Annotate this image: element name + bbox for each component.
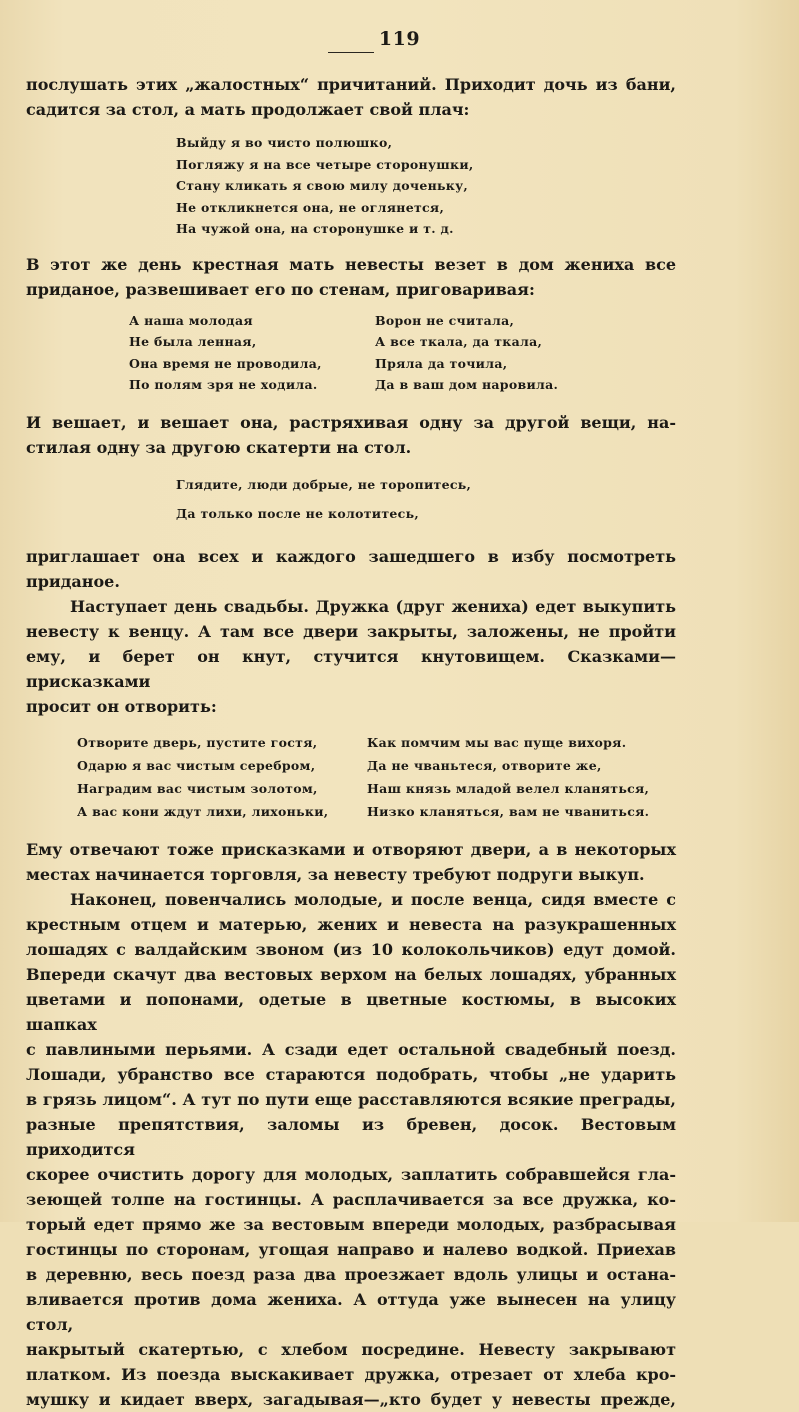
paragraph-line: платком. Из поезда выскакивает дружка, отрезает от хлеба кро- [26,1364,676,1384]
verse-line: Глядите, люди добрые, не торопитесь, [176,476,472,492]
paragraph-line: зеющей толпе на гостинцы. А расплачивается за все дружка, ко- [26,1189,676,1209]
paragraph-line: накрытый скатертью, с хлебом посредине. Невесту закрывают [26,1339,676,1359]
verse-line: Как помчим мы вас пуще вихоря. [367,734,627,750]
verse-line: Стану кликать я свою милу доченьку, [176,178,469,193]
verse-column-left [129,310,375,396]
verse-line: Низко кланяться, вам не чваниться. [367,803,650,819]
verse-line: Пряла да точила, [375,355,508,371]
paragraph-line: в деревню, весь поезд раза два проезжает вдоль улицы и остана- [26,1264,676,1284]
verse-lament [176,132,676,240]
verse-line: Выйду я во чисто полюшко, [176,135,393,150]
verse-line: Ворон не считала, [375,312,515,328]
paragraph-line: Впереди скачут два вестовых верхом на белых лошадях, убранных [26,964,676,984]
verse-invitation [176,470,676,528]
verse-line: Наш князь младой велел кланяться, [367,780,650,796]
paragraph-line: приглашает она всех и каждого зашедшего в избу посмотреть [26,546,676,566]
paragraph-line: Ему отвечают тоже присказками и отворяют двери, а в некоторых [26,839,676,859]
paragraph-line: невесту к венцу. А там все двери закрыты, заложены, не пройти [26,621,676,641]
paragraph-line: приданое. [26,571,120,591]
verse-door [77,731,676,823]
verse-column-right [375,310,558,396]
paragraph-line: мушку и кидает вверх, загадывая—„кто будет у невесты прежде, [26,1389,676,1409]
verse-line: Наградим вас чистым золотом, [77,780,318,796]
page-content [26,72,676,1412]
paragraph-line: цветами и попонами, одетые в цветные костюмы, в высоких шапках [26,989,676,1034]
paragraph-line: торый едет прямо же за вестовым впереди молодых, разбрасывая [26,1214,676,1234]
paragraph-line: гостинцы по сторонам, угощая направо и налево водкой. Приехав [26,1239,676,1259]
paragraph-line: Наступает день свадьбы. Дружка (друг жениха) едет выкупить [70,596,676,616]
paragraph-line: в грязь лицом“. А тут по пути еще расставляются всякие преграды, [26,1089,676,1109]
paragraph-line: ему, и берет он кнут, стучится кнутовищем. Сказками—присказками [26,646,676,691]
verse-line: А наша молодая [129,312,253,328]
verse-line: Отворите дверь, пустите гостя, [77,734,318,750]
paragraph-line: стилая одну за другою скатерти на стол. [26,437,412,457]
paragraph-line: В этот же день крестная мать невесты везет в дом жениха все [26,254,676,274]
verse-dowry [129,310,676,396]
verse-line: Погляжу я на все четыре сторонушки, [176,156,474,172]
verse-line: А вас кони ждут лихи, лихоньки, [77,803,329,819]
paragraph-line: вливается против дома жениха. А оттуда уже вынесен на улицу стол, [26,1289,676,1334]
page-number-rule [328,52,374,53]
paragraph-line: садится за стол, а мать продолжает свой плач: [26,100,470,119]
paragraph-line: приданое, развешивает его по стенам, приговаривая: [26,279,535,299]
verse-column-left [77,731,367,823]
page-number: 119 [378,28,421,50]
verse-line: Да в ваш дом наровила. [375,377,559,392]
paragraph-line: послушать этих „жалостных“ причитаний. Приходит дочь из бани, [26,75,676,94]
verse-line: Не откликнется она, не оглянется, [176,199,445,215]
paragraph-line: И вешает, и вешает она, растряхивая одну за другой вещи, на- [26,412,676,432]
paragraph-line: Лошади, убранство все стараются подобрать, чтобы „не ударить [26,1064,676,1084]
paragraph-line: лошадях с валдайским звоном (из 10 колокольчиков) едут домой. [26,939,676,959]
paragraph-line: Наконец, повенчались молодые, и после венца, сидя вместе с [70,889,676,909]
verse-line: Она время не проводила, [129,355,322,371]
verse-line: По полям зря не ходила. [129,377,318,392]
paragraph-line: местах начинается торговля, за невесту требуют подруги выкуп. [26,864,645,884]
paragraph-line: просит он отворить: [26,696,217,716]
verse-line: Да не чваньтеся, отворите же, [367,757,602,773]
verse-line: Не была ленная, [129,334,257,349]
paragraph-line: скорее очистить дорогу для молодых, заплатить собравшейся гла- [26,1164,676,1184]
verse-line: На чужой она, на сторонушке и т. д. [176,221,454,236]
verse-line: А все ткала, да ткала, [375,334,543,349]
verse-column-right [367,731,649,823]
verse-line: Одарю я вас чистым серебром, [77,757,316,773]
paragraph-line: с павлиными перьями. А сзади едет остальной свадебный поезд. [26,1039,676,1059]
paragraph-line: разные препятствия, заломы из бревен, досок. Вестовым приходится [26,1114,676,1159]
verse-line: Да только после не колотитесь, [176,505,420,521]
paragraph-line: крестным отцем и матерью, жених и невеста на разукрашенных [26,914,676,934]
